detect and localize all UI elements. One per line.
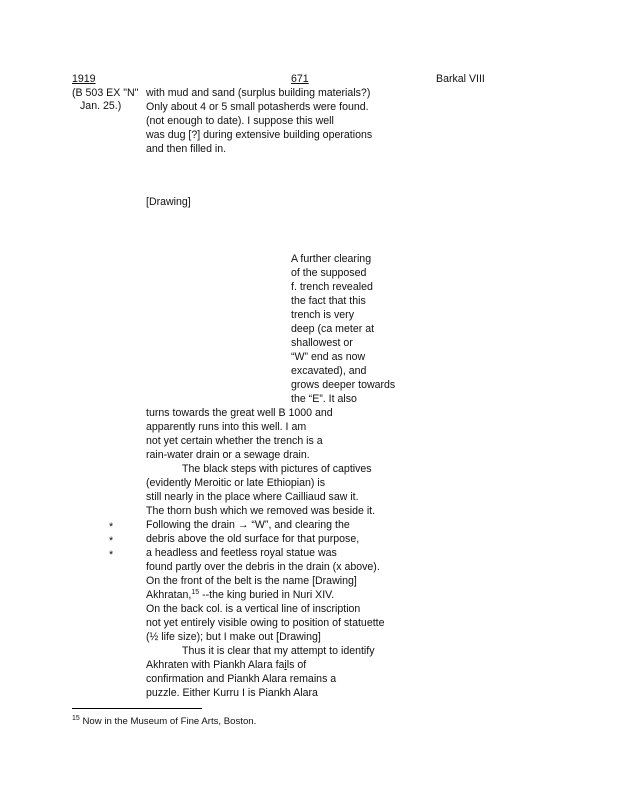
text-line: was dug [?] during extensive building operations [146,129,373,141]
text-line: turns towards the great well B 1000 and [146,407,333,419]
text-line: The thorn bush which we removed was beside it. [146,505,376,517]
text-line: trench is very [291,309,354,321]
fails-underlined: i [284,659,287,671]
text-line: a headless and feetless royal statue was [146,547,337,559]
text-line: of the supposed [291,267,367,279]
text-line: (not enough to date). I suppose this well [146,115,334,127]
text-line: On the back col. is a vertical line of inscription [146,603,361,615]
text-line: not yet entirely visible owing to position of statuette [146,617,385,629]
drawing-placeholder: [Drawing] [146,196,191,208]
text-line-fails [146,659,306,672]
text-line: found partly over the debris in the drain (x above). [146,561,380,573]
text-line: confirmation and Piankh Alara remains a [146,673,337,685]
text-line: A further clearing [291,253,372,265]
margin-asterisk: * [109,521,114,533]
text-line: puzzle. Either Kurru I is Piankh Alara [146,687,318,699]
text-line: with mud and sand (surplus building materials?) [146,87,371,99]
text-line-akhratan [146,589,334,602]
text-line: not yet certain whether the trench is a [146,435,323,447]
footnote-text: Now in the Museum of Fine Arts, Boston. [79,716,257,727]
fails-pre: Akhraten with Piankh Alara [146,659,276,671]
header-year: 1919 [72,73,96,85]
text-line: The black steps with pictures of captives [182,463,372,475]
margin-reference: (B 503 EX "N" [72,87,139,99]
text-line: Following the drain → “W”, and clearing the [146,519,350,531]
akhratan-name: Akhratan, [146,589,192,601]
text-line: deep (ca meter at [291,323,375,335]
text-line: Only about 4 or 5 small potasherds were found. [146,101,369,113]
text-line: debris above the old surface for that purpose, [146,533,360,545]
section-title: Barkal VIII [436,73,485,85]
page-number: 671 [291,73,309,85]
text-line: still nearly in the place where Cailliaud saw it. [146,491,359,503]
text-line: shallowest or [291,337,353,349]
fails-word-c: ls [286,659,295,671]
margin-asterisk: * [109,535,114,547]
text-line: f. trench revealed [291,281,373,293]
text-line: (evidently Meroitic or late Ethiopian) is [146,477,325,489]
margin-asterisk: * [109,549,114,561]
text-line: “W” end as now [291,351,366,363]
fails-word-a: fa [275,659,285,671]
text-line: and then filled in. [146,143,227,155]
text-line: excavated), and [291,365,367,377]
text-line: rain-water drain or a sewage drain. [146,449,310,461]
footnote-number: 15 [72,715,80,722]
fails-post: of [294,659,307,671]
text-line: Thus it is clear that my attempt to identify [182,645,375,657]
text-line: the “E”. It also [291,393,357,405]
text-line: On the front of the belt is the name [Drawing] [146,575,357,587]
margin-date: Jan. 25.) [80,100,122,112]
akhratan-rest: --the king buried in Nuri XIV. [199,589,335,601]
footnote [72,715,256,728]
text-line: (½ life size); but I make out [Drawing] [146,631,321,643]
text-line: the fact that this [291,295,366,307]
footnote-divider [72,708,202,709]
text-line: apparently runs into this well. I am [146,421,307,433]
text-line: grows deeper towards [291,379,396,391]
footnote-reference[interactable]: 15 [191,589,200,596]
